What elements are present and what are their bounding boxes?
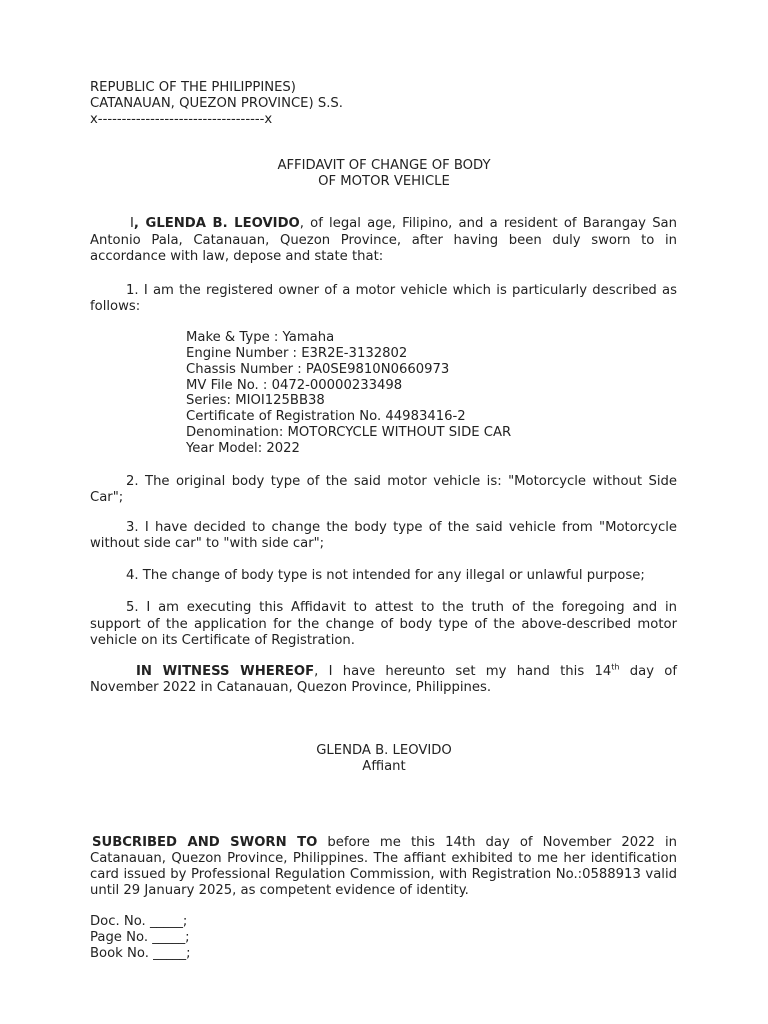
jurat-line1: SUBCRIBED AND SWORN TO before me this 14th day of November 2022 in bbox=[92, 835, 678, 850]
caption-venue: CATANAUAN, QUEZON PROVINCE) S.S. bbox=[90, 96, 343, 111]
affiant-name-intro: , GLENDA B. LEOVIDO bbox=[133, 216, 300, 231]
witness-line2: November 2022 in Catanauan, Quezon Province, Philippines. bbox=[90, 680, 492, 695]
docket-doc-no: Doc. No. _____; bbox=[90, 914, 188, 929]
witness-line1: IN WITNESS WHEREOF, I have hereunto set my hand this 14th day of bbox=[136, 662, 677, 679]
vehicle-series: Series: MIOI125BB38 bbox=[186, 393, 325, 408]
jurat-line2: Catanauan, Quezon Province, Philippines. The affiant exhibited to me her identification bbox=[90, 851, 677, 866]
caption-separator: x-----------------------------------x bbox=[90, 112, 273, 127]
item2-line1: 2. The original body type of the said motor vehicle is: "Motorcycle without Side bbox=[126, 474, 677, 489]
vehicle-year-model: Year Model: 2022 bbox=[186, 441, 300, 456]
docket-page-no: Page No. _____; bbox=[90, 930, 190, 945]
intro-line3: accordance with law, depose and state that: bbox=[90, 249, 384, 264]
signature-name: GLENDA B. LEOVIDO bbox=[316, 743, 452, 758]
caption-republic: REPUBLIC OF THE PHILIPPINES) bbox=[90, 80, 296, 95]
item1-line1: 1. I am the registered owner of a motor vehicle which is particularly described as bbox=[126, 283, 677, 298]
vehicle-engine-number: Engine Number : E3R2E-3132802 bbox=[186, 346, 408, 361]
signature-role: Affiant bbox=[362, 759, 406, 774]
jurat-line3: card issued by Professional Regulation Commission, with Registration No.:0588913 valid bbox=[90, 867, 677, 882]
item5-line1: 5. I am executing this Affidavit to attest to the truth of the foregoing and in bbox=[126, 600, 677, 615]
document-title-line2: OF MOTOR VEHICLE bbox=[318, 174, 450, 189]
vehicle-chassis-number: Chassis Number : PA0SE9810N0660973 bbox=[186, 362, 450, 377]
item3-line2: without side car" to "with side car"; bbox=[90, 536, 325, 551]
intro-line1: I, GLENDA B. LEOVIDO, of legal age, Filipino, and a resident of Barangay San bbox=[130, 216, 678, 231]
item1-line2: follows: bbox=[90, 299, 141, 314]
witness-heading: IN WITNESS WHEREOF bbox=[136, 664, 315, 679]
jurat-line4: until 29 January 2025, as competent evidence of identity. bbox=[90, 883, 469, 898]
document-title-line1: AFFIDAVIT OF CHANGE OF BODY bbox=[277, 158, 491, 173]
vehicle-cr-number: Certificate of Registration No. 44983416-2 bbox=[186, 409, 466, 424]
item5-line2: support of the application for the change of body type of the above-described motor bbox=[90, 617, 677, 632]
item3-line1: 3. I have decided to change the body type of the said vehicle from "Motorcycle bbox=[126, 520, 677, 535]
vehicle-make-type: Make & Type : Yamaha bbox=[186, 330, 335, 345]
intro-line2: Antonio Pala, Catanauan, Quezon Province, after having been duly sworn to in bbox=[90, 233, 677, 248]
docket-book-no: Book No. _____; bbox=[90, 946, 191, 961]
item4-line1: 4. The change of body type is not intended for any illegal or unlawful purpose; bbox=[126, 568, 645, 583]
vehicle-mv-file-number: MV File No. : 0472-00000233498 bbox=[186, 378, 403, 393]
item5-line3: vehicle on its Certificate of Registration. bbox=[90, 633, 355, 648]
item2-line2: Car"; bbox=[90, 490, 124, 505]
vehicle-denomination: Denomination: MOTORCYCLE WITHOUT SIDE CAR bbox=[186, 425, 512, 440]
jurat-heading: SUBCRIBED AND SWORN TO bbox=[92, 835, 318, 850]
